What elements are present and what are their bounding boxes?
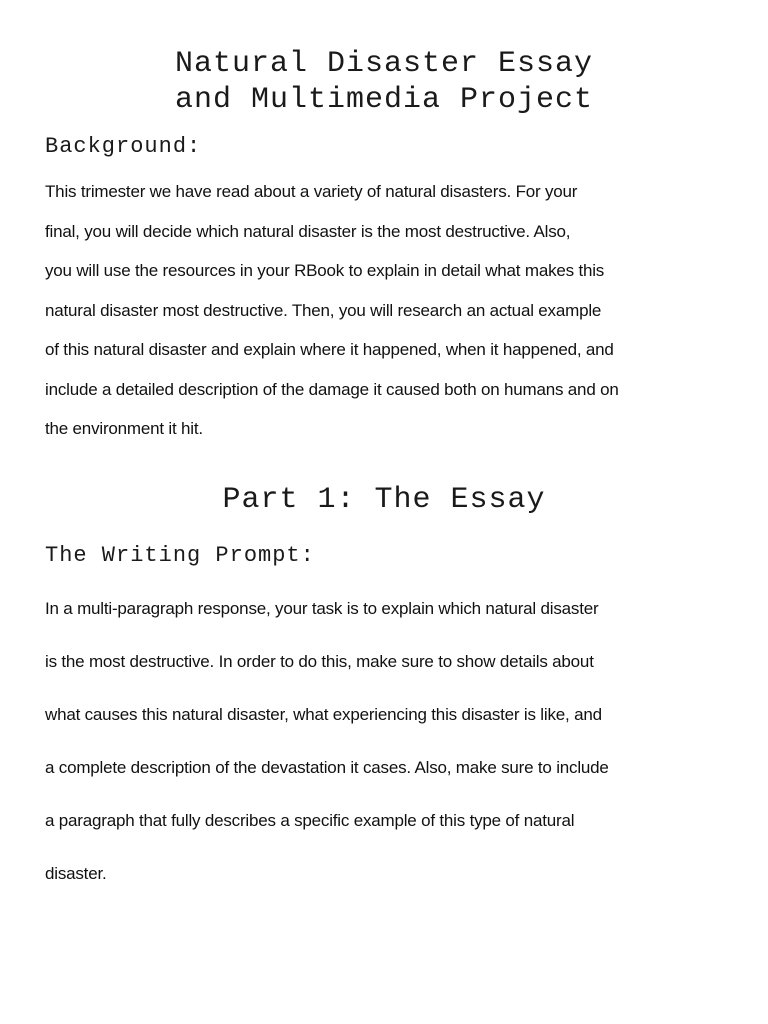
prompt-line: disaster. <box>45 864 107 883</box>
document-title-line-2: and Multimedia Project <box>174 83 594 117</box>
document-title-line-1: Natural Disaster Essay <box>174 47 594 81</box>
writing-prompt-paragraph <box>45 595 735 913</box>
background-paragraph <box>45 178 735 455</box>
background-line: the environment it hit. <box>45 419 203 438</box>
background-heading: Background: <box>45 134 202 159</box>
prompt-line: a complete description of the devastation it cases. Also, make sure to include <box>45 758 609 777</box>
prompt-line: is the most destructive. In order to do this, make sure to show details about <box>45 652 594 671</box>
prompt-line: In a multi-paragraph response, your task is to explain which natural disaster <box>45 599 599 618</box>
background-line: you will use the resources in your RBook to explain in detail what makes this <box>45 261 605 280</box>
part-1-title: Part 1: The Essay <box>222 483 546 517</box>
background-line: natural disaster most destructive. Then, you will research an actual example <box>45 300 602 320</box>
background-line: include a detailed description of the damage it caused both on humans and on <box>45 379 619 399</box>
background-line: final, you will decide which natural disaster is the most destructive. Also, <box>45 221 571 241</box>
background-line: This trimester we have read about a variety of natural disasters. For your <box>45 182 578 201</box>
writing-prompt-heading: The Writing Prompt: <box>45 543 315 568</box>
prompt-line: what causes this natural disaster, what experiencing this disaster is like, and <box>45 705 602 724</box>
prompt-line: a paragraph that fully describes a specific example of this type of natural <box>45 811 575 830</box>
background-line: of this natural disaster and explain where it happened, when it happened, and <box>45 340 614 359</box>
